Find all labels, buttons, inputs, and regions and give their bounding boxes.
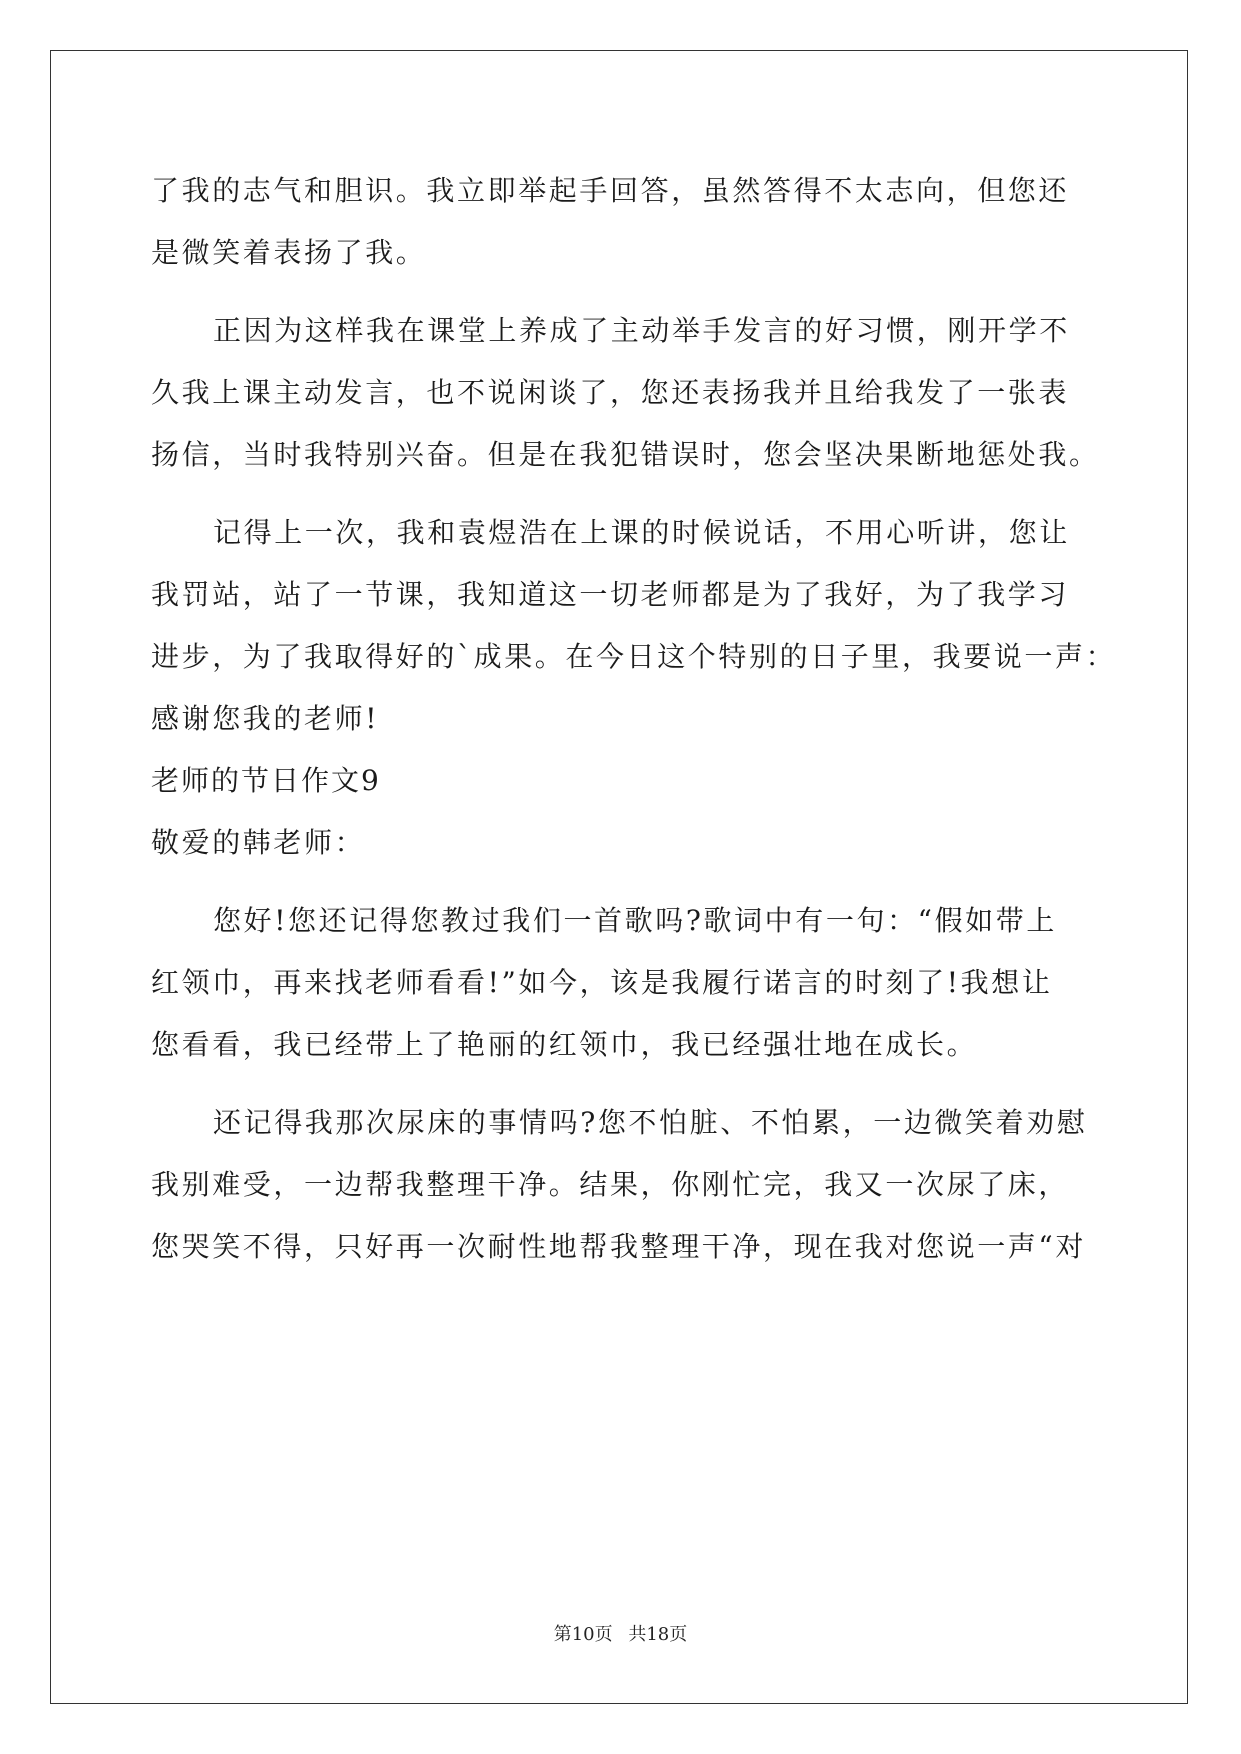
- text-line: 感谢您我的老师!: [151, 702, 380, 735]
- text-line: 了我的志气和胆识。我立即举起手回答，虽然答得不太志向，但您还: [151, 174, 1070, 207]
- document-body: [151, 164, 1117, 1282]
- paragraph-start: 您好!您还记得您教过我们一首歌吗?歌词中有一句：“假如带上: [213, 904, 1057, 937]
- salutation: 敬爱的韩老师：: [151, 826, 366, 859]
- text-line: 是微笑着表扬了我。: [151, 236, 427, 269]
- paragraph-start: 记得上一次，我和袁煜浩在上课的时候说话，不用心听讲，您让: [213, 516, 1070, 549]
- text-line: 我别难受，一边帮我整理干净。结果，你刚忙完，我又一次尿了床，: [151, 1168, 1070, 1201]
- text-line: 我罚站，站了一节课，我知道这一切老师都是为了我好，为了我学习: [151, 578, 1070, 611]
- text-line: 进步，为了我取得好的`成果。在今日这个特别的日子里，我要说一声：: [151, 640, 1117, 673]
- text-line: 扬信，当时我特别兴奋。但是在我犯错误时，您会坚决果断地惩处我。: [151, 438, 1100, 471]
- text-line: 久我上课主动发言，也不说闲谈了，您还表扬我并且给我发了一张表: [151, 376, 1070, 409]
- text-line: 您哭笑不得，只好再一次耐性地帮我整理干净，现在我对您说一声“对: [151, 1230, 1086, 1263]
- section-title: 老师的节日作文9: [151, 764, 381, 797]
- text-line: 红领巾，再来找老师看看!”如今，该是我履行诺言的时刻了!我想让: [151, 966, 1053, 999]
- page-footer: [0, 1620, 1241, 1646]
- page-total: 共18页: [628, 1624, 688, 1645]
- paragraph-start: 还记得我那次尿床的事情吗?您不怕脏、不怕累，一边微笑着劝慰: [213, 1106, 1088, 1139]
- paragraph-start: 正因为这样我在课堂上养成了主动举手发言的好习惯，刚开学不: [213, 314, 1070, 347]
- page-number: 第10页: [553, 1624, 613, 1645]
- text-line: 您看看，我已经带上了艳丽的红领巾，我已经强壮地在成长。: [151, 1028, 978, 1061]
